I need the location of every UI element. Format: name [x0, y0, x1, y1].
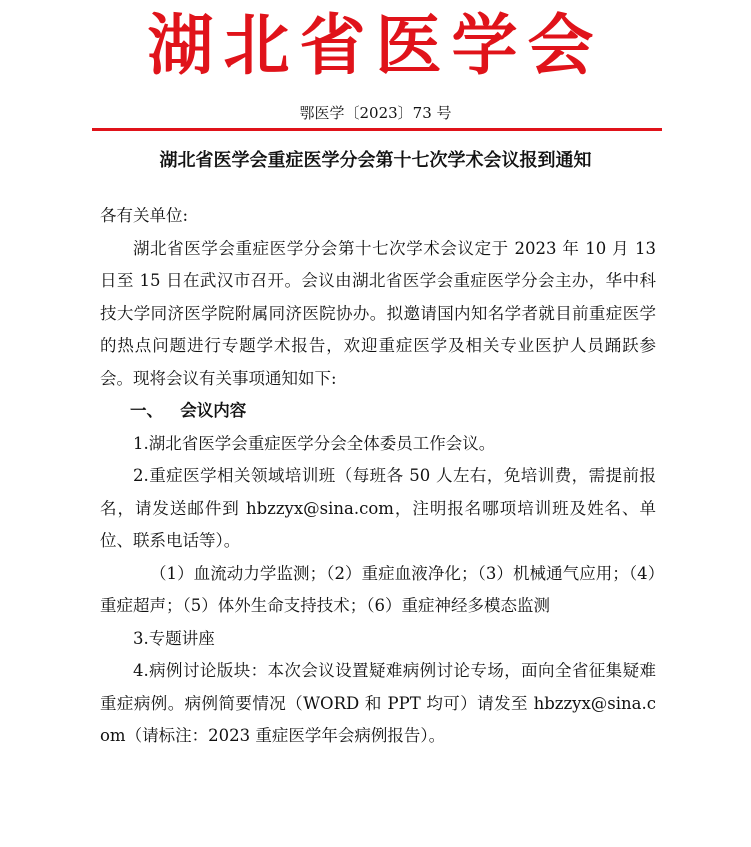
list-item-2: 2.重症医学相关领域培训班（每班各 50 人左右，免培训费，需提前报名，请发送邮件到 hbzzyx@sina.com，注明报名哪项培训班及姓名、单位、联系电话等）。: [100, 466, 656, 550]
section-heading-meeting-content: 一、 会议内容: [130, 401, 247, 420]
notice-body: [100, 200, 656, 753]
org-name-heading: 湖北省医学会: [147, 7, 604, 84]
list-item-1: 1.湖北省医学会重症医学分会全体委员工作会议。: [133, 433, 496, 453]
salutation: 各有关单位:: [100, 206, 189, 225]
intro-paragraph: 湖北省医学会重症医学分会第十七次学术会议定于 2023 年 10 月 13 日至 15 日在武汉市召开。会议由湖北省医学会重症医学分会主办，华中科技大学同济医学院附属同济医院协办。拟邀请国内知名学者就目前重症医学的热点问题进行专题学术报告，欢迎重症医学及相关专业医护人员踊跃参会。现将会议有关事项通知如下:: [100, 238, 656, 388]
list-item-2-subtopics: （1）血流动力学监测；（2）重症血液净化；（3）机械通气应用；（4）重症超声；（5）体外生命支持技术；（6）重症神经多模态监测: [100, 563, 656, 615]
notice-title: 湖北省医学会重症医学分会第十七次学术会议报到通知: [159, 150, 592, 171]
red-divider-line: [92, 128, 662, 131]
list-item-4: 4.病例讨论版块：本次会议设置疑难病例讨论专场，面向全省征集疑难重症病例。病例简要情况（WORD 和 PPT 均可）请发至 hbzzyx@sina.com（请标注：2023 重症医学年会病例报告）。: [100, 661, 656, 745]
document-number: 鄂医学〔2023〕73 号: [299, 104, 452, 122]
list-item-3: 3.专题讲座: [133, 628, 215, 648]
